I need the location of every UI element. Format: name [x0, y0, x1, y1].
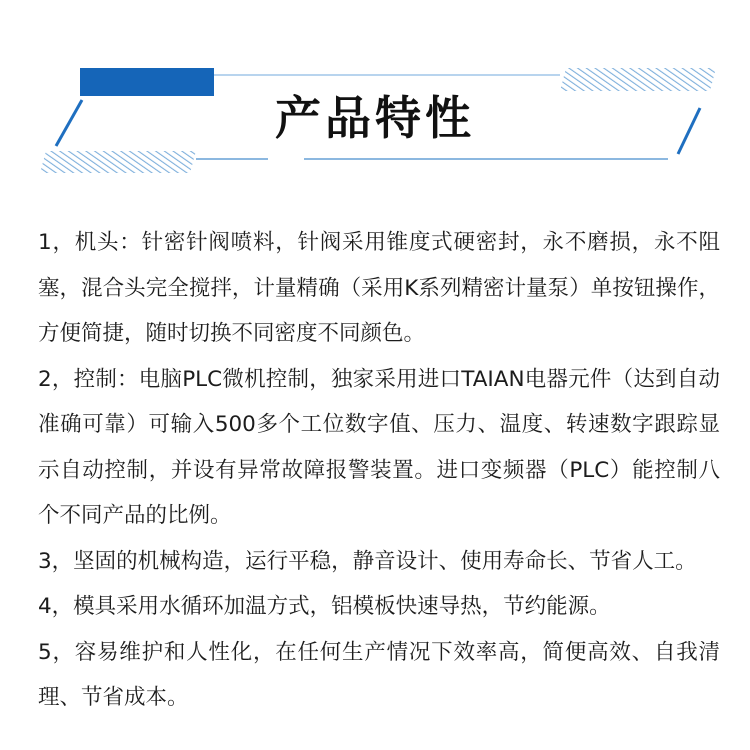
feature-item-2: 2，控制：电脑PLC微机控制，独家采用进口TAIAN电器元件（达到自动准确可靠）可输入500多个工位数字值、压力、温度、转速数字跟踪显示自动控制，并设有异常故障报警装置。进口变频器（PLC）能控制八个不同产品的比例。 — [38, 366, 720, 528]
feature-item-3: 3，坚固的机械构造，运行平稳，静音设计、使用寿命长、节省人工。 — [38, 548, 697, 574]
page-title: 产品特性 — [275, 91, 475, 145]
header-banner — [0, 0, 750, 190]
hatch-block-bottom-left — [40, 151, 196, 173]
feature-item-1: 1，机头：针密针阀喷料，针阀采用锥度式硬密封，永不磨损，永不阻塞，混合头完全搅拌，计量精确（采用K系列精密计量泵）单按钮操作，方便简捷，随时切换不同密度不同颜色。 — [38, 230, 720, 346]
feature-list — [38, 220, 720, 721]
feature-item-5: 5，容易维护和人性化，在任何生产情况下效率高，简便高效、自我清理、节省成本。 — [38, 639, 720, 710]
feature-item-4: 4，模具采用水循环加温方式，铝模板快速导热，节约能源。 — [38, 594, 611, 619]
